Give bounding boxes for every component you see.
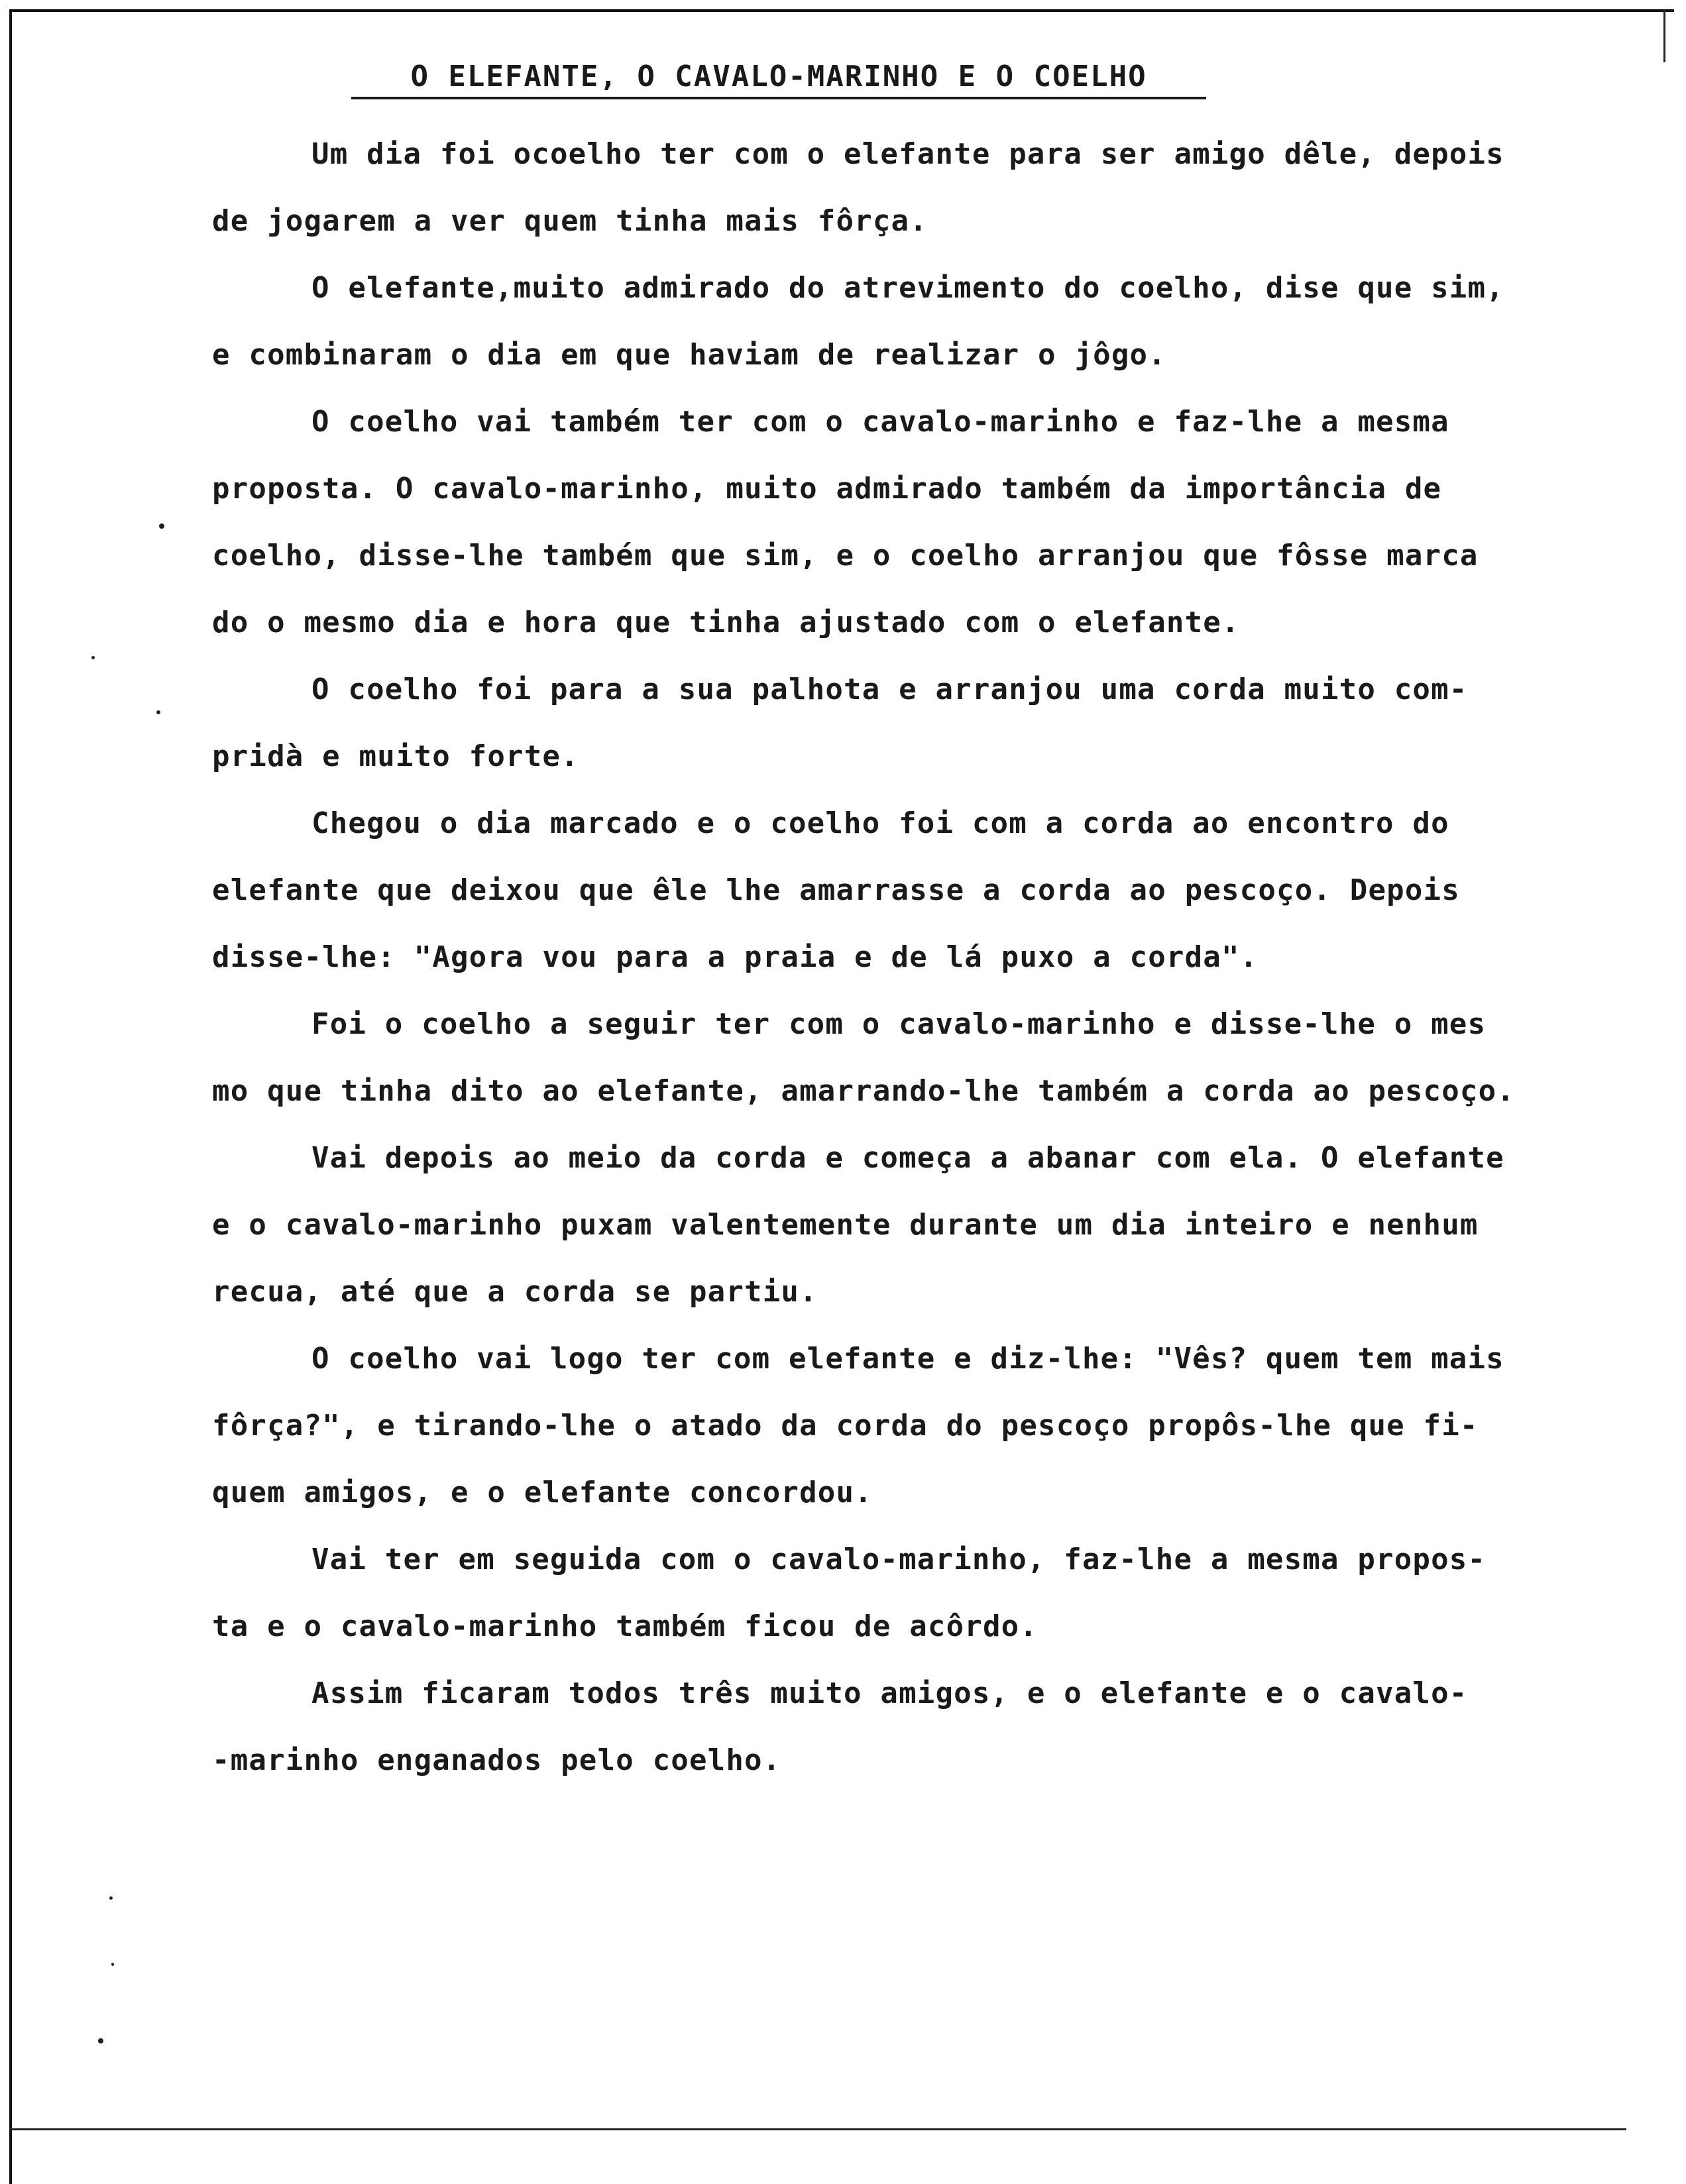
- title-underline: [351, 97, 1206, 99]
- text-line: de jogarem a ver quem tinha mais fôrça.: [212, 204, 928, 238]
- text-line: O coelho vai logo ter com elefante e diz-lhe: "Vês? quem tem mais: [311, 1342, 1504, 1376]
- text-line: disse-lhe: "Agora vou para a praia e de lá puxo a corda".: [212, 940, 1259, 974]
- text-line: quem amigos, e o elefante concordou.: [212, 1476, 873, 1509]
- scan-speck: [159, 523, 164, 529]
- text-line: Chegou o dia marcado e o coelho foi com a corda ao encontro do: [311, 806, 1449, 840]
- scan-border-top: [12, 9, 1674, 12]
- text-line: O coelho foi para a sua palhota e arranjou uma corda muito com-: [311, 673, 1468, 706]
- body-text: [212, 121, 1644, 1794]
- text-line: -marinho enganados pelo coelho.: [212, 1743, 781, 1777]
- text-line: ta e o cavalo-marinho também ficou de acôrdo.: [212, 1610, 1039, 1643]
- text-line: e o cavalo-marinho puxam valentemente durante um dia inteiro e nenhum: [212, 1208, 1479, 1242]
- text-line: proposta. O cavalo-marinho, muito admirado também da importância de: [212, 472, 1442, 506]
- text-line: mo que tinha dito ao elefante, amarrando-lhe também a corda ao pescoço.: [212, 1074, 1516, 1108]
- scan-border-right-tick: [1663, 9, 1665, 62]
- scan-speck: [91, 656, 95, 659]
- text-line: coelho, disse-lhe também que sim, e o coelho arranjou que fôsse marca: [212, 539, 1479, 573]
- text-line: Foi o coelho a seguir ter com o cavalo-marinho e disse-lhe o mes: [311, 1007, 1487, 1041]
- scan-speck: [156, 710, 160, 714]
- scan-speck: [111, 1963, 114, 1966]
- scan-border-bottom: [9, 2128, 1626, 2130]
- text-line: recua, até que a corda se partiu.: [212, 1275, 818, 1309]
- scan-speck: [98, 2038, 103, 2044]
- scan-speck: [109, 1896, 113, 1900]
- text-line: do o mesmo dia e hora que tinha ajustado com o elefante.: [212, 606, 1240, 639]
- document-title: O ELEFANTE, O CAVALO-MARINHO E O COELHO: [410, 60, 1147, 93]
- text-line: pridà e muito forte.: [212, 739, 579, 773]
- scan-border-left: [9, 9, 12, 2184]
- text-line: Assim ficaram todos três muito amigos, e o elefante e o cavalo-: [311, 1676, 1468, 1710]
- text-line: Vai ter em seguida com o cavalo-marinho, faz-lhe a mesma propos-: [311, 1543, 1487, 1576]
- text-line: Vai depois ao meio da corda e começa a abanar com ela. O elefante: [311, 1141, 1504, 1175]
- text-line: e combinaram o dia em que haviam de realizar o jôgo.: [212, 338, 1166, 372]
- text-line: fôrça?", e tirando-lhe o atado da corda do pescoço propôs-lhe que fi-: [212, 1409, 1479, 1443]
- text-line: Um dia foi ocoelho ter com o elefante para ser amigo dêle, depois: [311, 137, 1504, 171]
- text-line: O coelho vai também ter com o cavalo-marinho e faz-lhe a mesma: [311, 405, 1449, 439]
- text-line: elefante que deixou que êle lhe amarrasse a corda ao pescoço. Depois: [212, 873, 1460, 907]
- text-line: O elefante,muito admirado do atrevimento do coelho, dise que sim,: [311, 271, 1504, 305]
